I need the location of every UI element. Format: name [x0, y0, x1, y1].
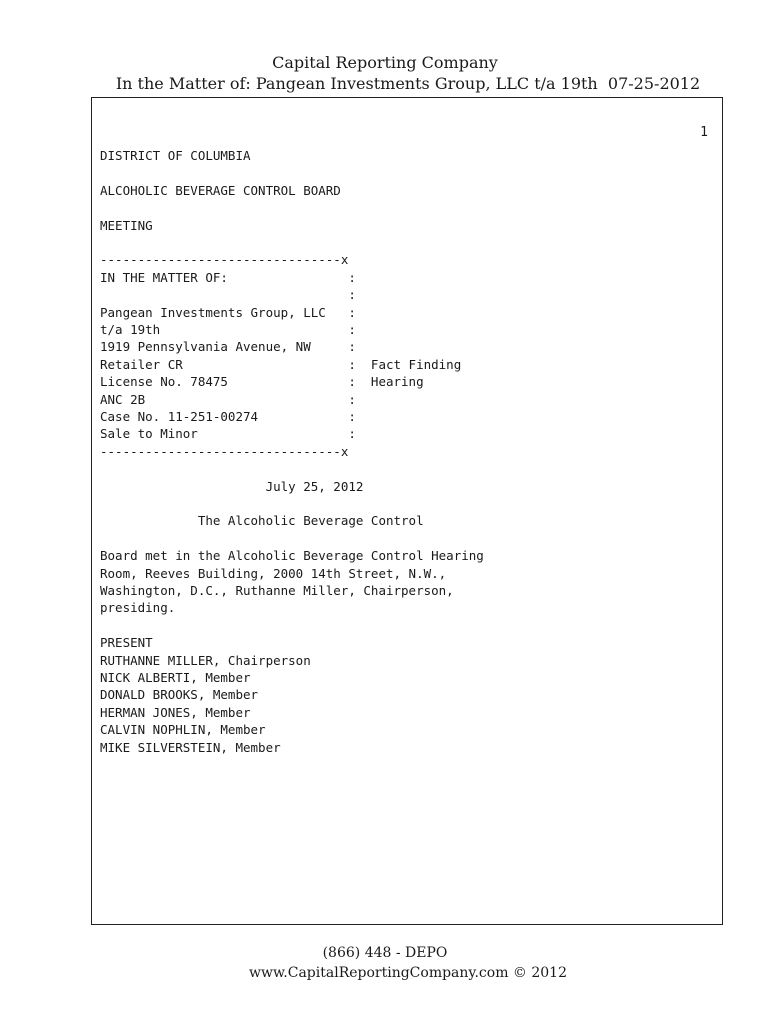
transcript-line: Board met in the Alcoholic Beverage Control Hearing: [100, 548, 484, 564]
transcript-line: Sale to Minor :: [100, 426, 356, 442]
transcript-line: MEETING: [100, 217, 153, 233]
transcript-line: --------------------------------x: [100, 252, 349, 268]
transcript-line: Pangean Investments Group, LLC :: [100, 304, 356, 320]
transcript-line: ALCOHOLIC BEVERAGE CONTROL BOARD: [100, 182, 341, 198]
transcript-line: [100, 234, 484, 251]
transcript-line: [100, 617, 484, 634]
page-number: 1: [700, 125, 708, 140]
footer-phone: (866) 448 - DEPO: [322, 945, 448, 961]
company-name: Capital Reporting Company: [272, 53, 498, 72]
transcript-body: [100, 147, 484, 756]
transcript-line: t/a 19th :: [100, 322, 356, 338]
transcript-line: --------------------------------x: [100, 443, 349, 459]
transcript-line: PRESENT: [100, 635, 153, 651]
transcript-line: License No. 78475 : Hearing: [100, 374, 424, 390]
transcript-line: ANC 2B :: [100, 391, 356, 407]
transcript-line: CALVIN NOPHLIN, Member: [100, 722, 266, 738]
transcript-line: RUTHANNE MILLER, Chairperson: [100, 652, 311, 668]
transcript-line: IN THE MATTER OF: :: [100, 269, 356, 285]
transcript-line: [100, 164, 484, 181]
transcript-line: [100, 460, 484, 477]
transcript-line: Retailer CR : Fact Finding: [100, 356, 462, 372]
transcript-line: The Alcoholic Beverage Control: [100, 513, 424, 529]
transcript-line: July 25, 2012: [100, 478, 364, 494]
transcript-line: Room, Reeves Building, 2000 14th Street, N.W.,: [100, 565, 447, 581]
transcript-line: DISTRICT OF COLUMBIA: [100, 148, 251, 163]
transcript-line: [100, 199, 484, 216]
transcript-line: Washington, D.C., Ruthanne Miller, Chairperson,: [100, 583, 454, 599]
case-title: In the Matter of: Pangean Investments Group, LLC t/a 19th 07-25-2012: [115, 74, 701, 93]
transcript-line: :: [100, 287, 356, 303]
transcript-line: MIKE SILVERSTEIN, Member: [100, 739, 281, 755]
transcript-frame: [91, 97, 723, 925]
transcript-line: 1919 Pennsylvania Avenue, NW :: [100, 339, 356, 355]
transcript-line: presiding.: [100, 600, 176, 616]
transcript-line: DONALD BROOKS, Member: [100, 687, 259, 703]
transcript-line: Case No. 11-251-00274 :: [100, 409, 356, 425]
transcript-line: [100, 495, 484, 512]
transcript-line: HERMAN JONES, Member: [100, 704, 251, 720]
page-header: [0, 52, 770, 94]
transcript-line: [100, 530, 484, 547]
transcript-line: NICK ALBERTI, Member: [100, 670, 251, 686]
footer-website-copyright: www.CapitalReportingCompany.com © 2012: [249, 965, 567, 981]
page-footer: [0, 943, 770, 983]
